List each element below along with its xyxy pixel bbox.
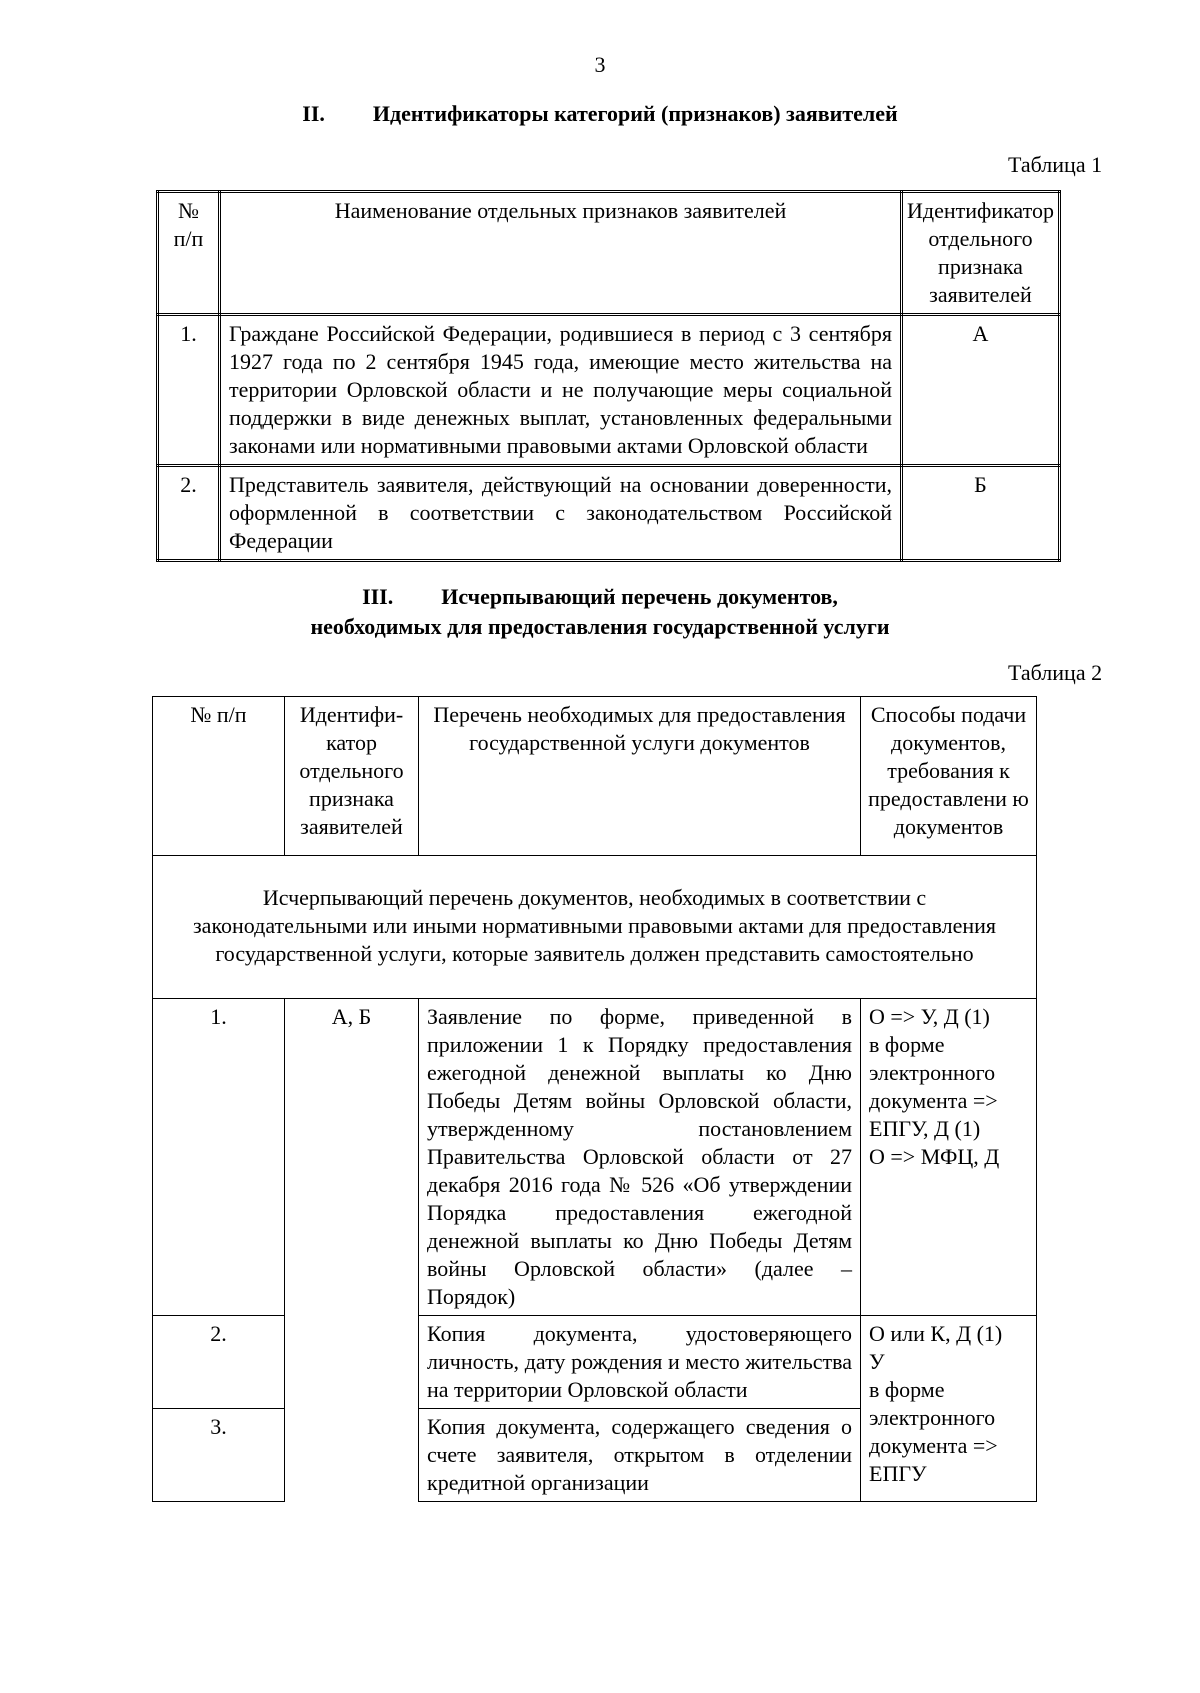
table-1-row-1-text: Граждане Российской Федерации, родившиеся в период с 3 сентября 1927 года по 2 сентября 1945 года, имеющие место жительства на территории Орловской области и не получающие меры социальной поддержки в виде денежных выплат, установленных федеральными законами или нормативными правовыми актами Орловской области [220,315,902,466]
table-row [153,999,1037,1316]
method-line: О => МФЦ, Д [869,1144,1000,1169]
table-2-row-3-num: 3. [153,1409,285,1502]
table-2-merged-row [153,856,1037,999]
table-2-row-2-text: Копия документа, удостоверяющего личность, дату рождения и место жительства на территории Орловской области [419,1316,861,1409]
table-1 [156,190,1061,562]
method-line: в форме [869,1032,945,1057]
method-line: ЕПГУ [869,1461,927,1486]
table-2-row-3-text: Копия документа, содержащего сведения о счете заявителя, открытом в отделении кредитной организации [419,1409,861,1502]
table-2-header-row [153,697,1037,856]
table-2-row-1-num: 1. [153,999,285,1316]
table-1-header-id: Идентификатор отдельного признака заявителей [902,192,1060,315]
section-3-title-line-1: III. Исчерпывающий перечень документов, [0,582,1200,612]
section-3-number: III. [362,584,394,609]
method-line: электронного [869,1405,996,1430]
table-2-row-1-text: Заявление по форме, приведенной в приложении 1 к Порядку предоставления ежегодной денежной выплаты ко Дню Победы Детям войны Орловской области, утвержденному постановлением Правительства Орловской области от 27 декабря 2016 года № 526 «Об утверждении Порядка предоставления ежегодной денежной выплаты ко Дню Победы Детям войны Орловской области» (далее – Порядок) [419,999,861,1316]
table-2-merged-text: Исчерпывающий перечень документов, необходимых в соответствии с законодательными или иными нормативными правовыми актами для предоставления государственной услуги, которые заявитель должен представить самостоятельно [153,856,1037,999]
section-2-heading [0,99,1200,129]
table-1-header-row [158,192,1060,315]
table-1-header-name: Наименование отдельных признаков заявителей [220,192,902,315]
method-line: документа => [869,1433,998,1458]
table-1-row-2-text: Представитель заявителя, действующий на основании доверенности, оформленной в соответствии с законодательством Российской Федерации [220,466,902,561]
table-2-id-cell: А, Б [285,999,419,1502]
section-3-title-line-2: необходимых для предоставления государственной услуги [310,614,890,639]
table-1-caption: Таблица 1 [1008,152,1103,177]
table-row [158,315,1060,466]
page-number: 3 [594,52,606,77]
section-3-heading [0,582,1200,642]
table-2 [152,696,1037,1502]
table-2-header-num: № п/п [153,697,285,856]
table-1-header-num: № п/п [158,192,220,315]
method-line: О или К, Д (1) [869,1321,1003,1346]
table-2-caption: Таблица 2 [1008,660,1103,685]
table-2-row-2-methods [861,1316,1037,1502]
table-2-header-methods: Способы подачи документов, требования к предоставлени ю документов [861,697,1037,856]
table-row [158,466,1060,561]
table-1-row-2-num: 2. [158,466,220,561]
table-2-row-1-methods [861,999,1037,1316]
table-1-row-1-num: 1. [158,315,220,466]
table-2-row-2-num: 2. [153,1316,285,1409]
method-line: У [869,1349,885,1374]
table-1-row-2-id: Б [902,466,1060,561]
section-2-number: II. [302,101,325,126]
method-line: документа => [869,1088,998,1113]
table-2-header-id: Идентифи-катор отдельного признака заявителей [285,697,419,856]
table-2-header-docs: Перечень необходимых для предоставления государственной услуги документов [419,697,861,856]
method-line: электронного [869,1060,996,1085]
method-line: ЕПГУ, Д (1) [869,1116,981,1141]
table-1-row-1-id: А [902,315,1060,466]
method-line: О => У, Д (1) [869,1004,990,1029]
section-2-title: Идентификаторы категорий (признаков) заявителей [372,101,898,126]
method-line: в форме [869,1377,945,1402]
